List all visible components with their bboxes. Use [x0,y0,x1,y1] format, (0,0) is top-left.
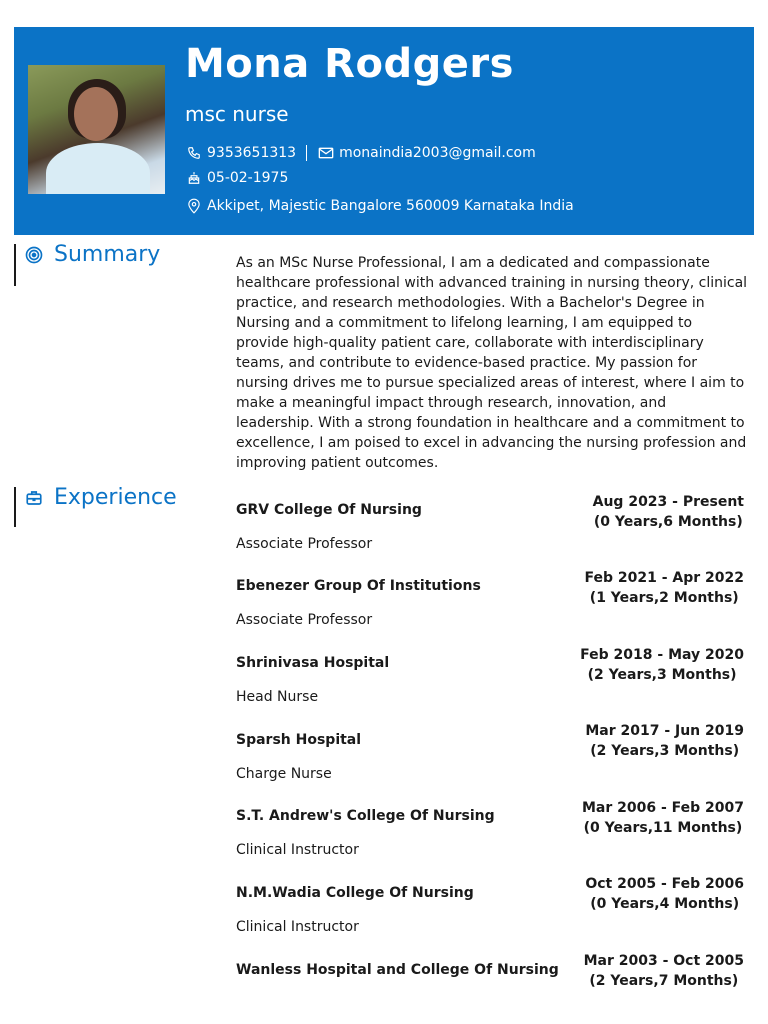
mail-icon [317,145,335,161]
summary-text: As an MSc Nurse Professional, I am a dedicated and compassionate healthcare professional with advanced training in nursing theory, clinical practice, and research methodologies. With a Bachelor's Degree in Nursing and a commitment to lifelong learning, I am equipped to provide high-quality patient care, collaborate with interdisciplinary teams, and contribute to evidence-based practice. My passion for nursing drives me to pursue specialized areas of interest, where I aim to make a meaningful impact through research, innovation, and leadership. With a strong foundation in healthcare and a commitment to excellence, I am poised to excel in advancing the nursing profession and improving patient outcomes. [236,255,748,471]
phone-icon [185,145,203,161]
address-row [185,198,574,214]
job-role: Clinical Instructor [236,842,359,858]
company-name: GRV College Of Nursing [236,502,422,518]
job-period: Oct 2005 - Feb 2006 [585,876,744,892]
job-period: Feb 2021 - Apr 2022 [584,570,744,586]
company-name: N.M.Wadia College Of Nursing [236,885,474,901]
profile-photo [28,65,165,194]
experience-heading-text: Experience [54,485,177,510]
company-name: S.T. Andrew's College Of Nursing [236,808,495,824]
company-name: Shrinivasa Hospital [236,655,390,671]
candidate-name: Mona Rodgers [185,41,514,87]
company-name: Wanless Hospital and College Of Nursing [236,962,559,978]
job-dates [585,874,744,914]
job-duration: (0 Years,4 Months) [590,896,740,912]
job-dates [582,798,744,838]
divider [306,145,307,161]
job-role: Clinical Instructor [236,919,359,935]
job-duration: (0 Years,11 Months) [583,820,743,836]
location-pin-icon [185,198,203,214]
candidate-title: msc nurse [185,102,289,126]
job-role: Associate Professor [236,612,373,628]
job-period: Mar 2017 - Jun 2019 [585,723,744,739]
summary-heading [24,242,160,267]
job-period: Feb 2018 - May 2020 [580,647,744,663]
cake-icon [185,170,203,186]
dob-row [185,170,288,186]
job-duration: (0 Years,6 Months) [593,514,743,530]
target-icon [24,245,44,265]
job-period: Mar 2003 - Oct 2005 [583,953,744,969]
job-role: Associate Professor [236,536,373,552]
job-dates [584,568,744,608]
experience-heading [24,485,177,510]
job-duration: (1 Years,2 Months) [589,590,739,606]
phone-number[interactable]: 9353651313 [207,145,297,161]
company-name: Sparsh Hospital [236,732,362,748]
job-period: Mar 2006 - Feb 2007 [581,800,744,816]
section-marker [14,487,16,527]
job-duration: (2 Years,3 Months) [590,743,740,759]
briefcase-icon [24,488,44,508]
job-role: Head Nurse [236,689,319,705]
job-dates [585,721,744,761]
job-period: Aug 2023 - Present [592,494,744,510]
job-dates [584,951,744,991]
email-link[interactable]: monaindia2003@gmail.com [339,145,536,161]
summary-heading-text: Summary [54,242,161,267]
resume-header [14,27,754,235]
job-role: Charge Nurse [236,766,332,782]
contact-row [185,145,536,161]
job-dates [593,492,744,532]
job-dates [580,645,744,685]
address: Akkipet, Majestic Bangalore 560009 Karnataka India [207,198,574,214]
company-name: Ebenezer Group Of Institutions [236,578,481,594]
section-marker [14,244,16,286]
job-duration: (2 Years,7 Months) [589,973,739,989]
date-of-birth: 05-02-1975 [207,170,289,186]
job-duration: (2 Years,3 Months) [587,667,737,683]
